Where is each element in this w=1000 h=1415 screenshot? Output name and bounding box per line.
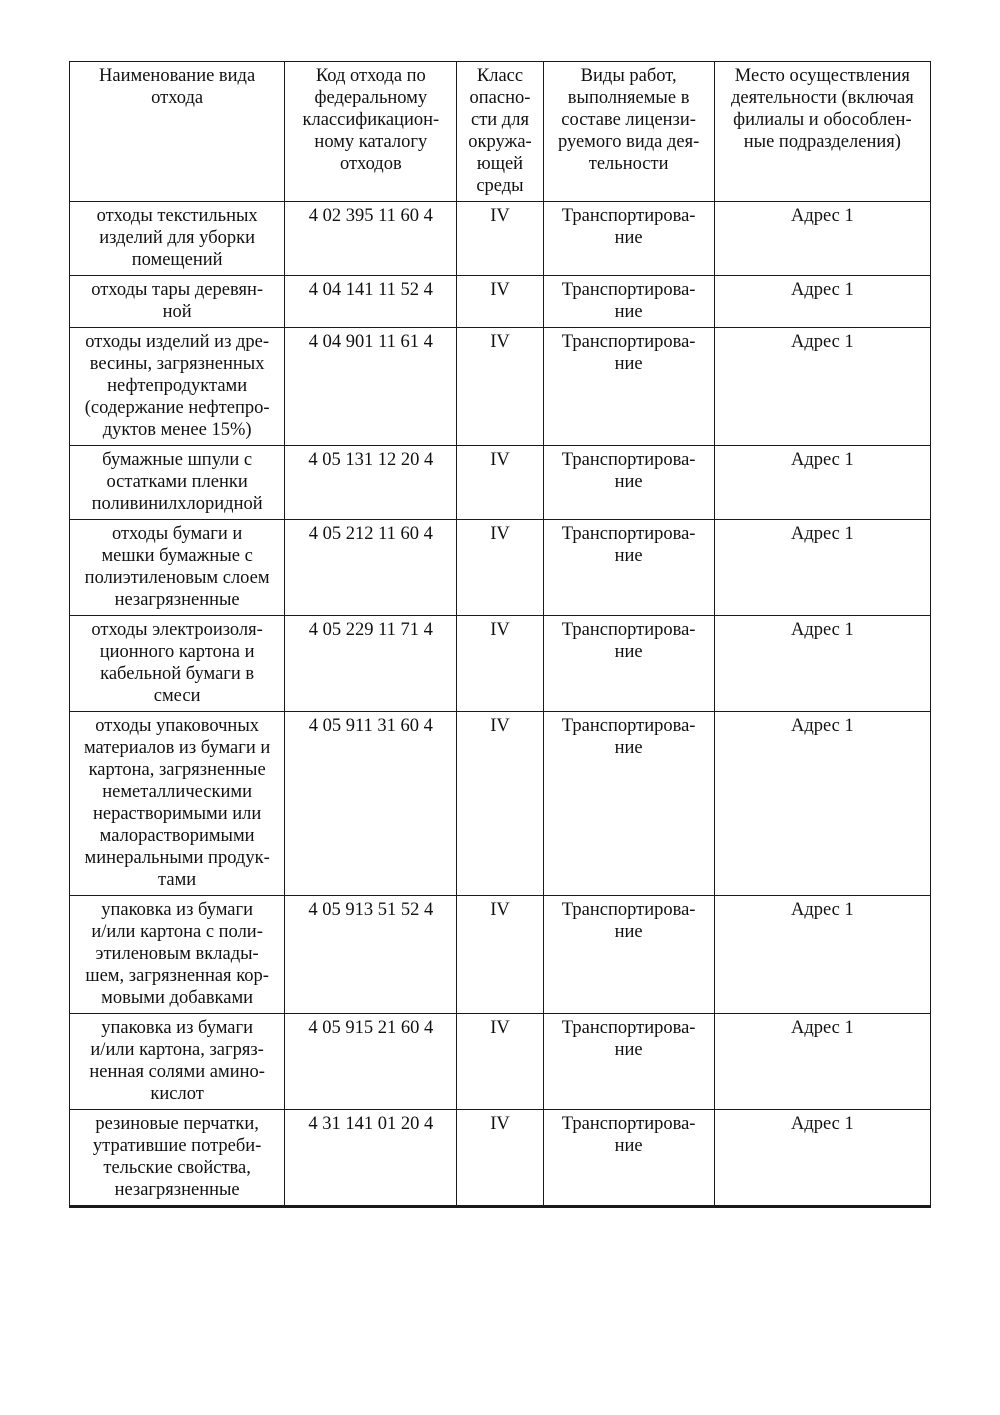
cell-text-line: этиленовым вклады- [95,944,259,964]
cell-text-line: неметаллическими [102,782,252,802]
cell-text-line: Транспортирова- [561,206,696,226]
cell-text-line: весины, загрязненных [89,354,265,374]
cell-text-line: сти для [470,110,529,130]
cell-text-line: Класс [476,66,524,86]
header-hazard-class [457,62,543,202]
cell-text-line: помещений [131,250,223,270]
cell-waste-name [70,520,285,616]
cell-text-line: и/или картона, загряз- [90,1040,264,1060]
cell-text-line: ние [614,922,643,942]
cell-activity-place: Адрес 1 [714,712,930,896]
cell-text-line: дуктов менее 15%) [102,420,252,440]
table-row [70,276,931,328]
cell-work-type [543,712,714,896]
cell-text-line: классификацион- [302,110,440,130]
cell-text-line: ние [614,302,643,322]
cell-text-line: тами [158,870,197,890]
cell-waste-code: 4 04 901 11 61 4 [285,328,457,446]
table-row [70,520,931,616]
cell-text-line: ние [614,738,643,758]
cell-text-line: ционного картона и [99,642,255,662]
cell-text-line: окружа- [468,132,532,152]
header-waste-name [70,62,285,202]
cell-work-type [543,446,714,520]
cell-waste-code: 4 05 229 11 71 4 [285,616,457,712]
cell-text-line: кислот [150,1084,204,1104]
cell-text-line: ненная солями амино- [89,1062,265,1082]
cell-text-line: Транспортирова- [561,1114,696,1134]
cell-waste-code: 4 05 212 11 60 4 [285,520,457,616]
cell-work-type [543,202,714,276]
cell-hazard-class: IV [457,328,543,446]
cell-text-line: Наименование вида [99,66,256,86]
cell-hazard-class: IV [457,202,543,276]
cell-activity-place: Адрес 1 [714,276,930,328]
table-row [70,896,931,1014]
cell-text-line: среды [476,176,524,196]
cell-text-line: Транспортирова- [561,280,696,300]
cell-text-line: ние [614,354,643,374]
cell-text-line: кабельной бумаги в [100,664,255,684]
cell-text-line: ние [614,546,643,566]
cell-waste-name [70,712,285,896]
cell-text-line: отходы изделий из дре- [85,332,270,352]
cell-text-line: ние [614,642,643,662]
cell-hazard-class: IV [457,276,543,328]
cell-waste-name [70,328,285,446]
cell-waste-name [70,202,285,276]
cell-text-line: выполняемые в [567,88,690,108]
table-row [70,328,931,446]
waste-license-table [69,61,931,1208]
cell-text-line: федеральному [314,88,428,108]
cell-text-line: мешки бумажные с [101,546,253,566]
cell-text-line: ному каталогу [314,132,428,152]
cell-hazard-class: IV [457,616,543,712]
cell-text-line: утратившие потреби- [92,1136,262,1156]
cell-text-line: незагрязненные [114,1180,240,1200]
table-row [70,202,931,276]
cell-text-line: ные подразделения) [743,132,901,152]
cell-text-line: поливинилхлоридной [91,494,263,514]
header-waste-code [285,62,457,202]
cell-text-line: упаковка из бумаги [101,1018,254,1038]
cell-text-line: тельности [588,154,669,174]
cell-text-line: нефтепродуктами [107,376,248,396]
cell-text-line: бумажные шпули с [102,450,253,470]
cell-waste-code: 4 05 913 51 52 4 [285,896,457,1014]
table-header-row [70,62,931,202]
cell-text-line: нерастворимыми или [92,804,262,824]
cell-work-type [543,520,714,616]
cell-waste-name [70,276,285,328]
cell-waste-code: 4 05 915 21 60 4 [285,1014,457,1110]
cell-text-line: отходы тары деревян- [91,280,264,300]
cell-text-line: Транспортирова- [561,716,696,736]
cell-text-line: Транспортирова- [561,524,696,544]
table-row [70,1014,931,1110]
cell-work-type [543,276,714,328]
cell-hazard-class: IV [457,1014,543,1110]
table-row [70,712,931,896]
cell-activity-place: Адрес 1 [714,328,930,446]
cell-waste-code: 4 04 141 11 52 4 [285,276,457,328]
cell-text-line: картона, загрязненные [88,760,266,780]
cell-text-line: мовыми добавками [101,988,254,1008]
cell-text-line: малорастворимыми [99,826,255,846]
cell-text-line: Место осуществления [734,66,910,86]
cell-text-line: и/или картона с поли- [91,922,263,942]
table-row [70,1110,931,1207]
cell-work-type [543,1110,714,1207]
cell-waste-code: 4 02 395 11 60 4 [285,202,457,276]
table-body [70,202,931,1207]
cell-text-line: ние [614,472,643,492]
cell-activity-place: Адрес 1 [714,896,930,1014]
cell-text-line: шем, загрязненная кор- [85,966,269,986]
cell-text-line: отходы текстильных [96,206,258,226]
cell-hazard-class: IV [457,446,543,520]
cell-waste-name [70,1110,285,1207]
cell-hazard-class: IV [457,896,543,1014]
cell-text-line: ние [614,1040,643,1060]
cell-text-line: резиновые перчатки, [95,1114,259,1134]
table-row [70,446,931,520]
cell-text-line: Транспортирова- [561,900,696,920]
cell-waste-name [70,616,285,712]
cell-hazard-class: IV [457,712,543,896]
cell-waste-name [70,1014,285,1110]
cell-text-line: ющей [476,154,524,174]
cell-work-type [543,328,714,446]
cell-waste-code: 4 05 911 31 60 4 [285,712,457,896]
header-activity-place [714,62,930,202]
cell-activity-place: Адрес 1 [714,520,930,616]
cell-text-line: отходы электроизоля- [91,620,263,640]
cell-activity-place: Адрес 1 [714,446,930,520]
cell-activity-place: Адрес 1 [714,1110,930,1207]
cell-waste-name [70,896,285,1014]
cell-text-line: деятельности (включая [730,88,914,108]
cell-text-line: филиалы и обособлен- [733,110,912,130]
cell-text-line: материалов из бумаги и [83,738,271,758]
cell-text-line: опасно- [469,88,531,108]
cell-text-line: составе лицензи- [561,110,696,130]
cell-text-line: руемого вида дея- [557,132,700,152]
cell-text-line: отходов [339,154,402,174]
cell-text-line: ной [162,302,192,322]
cell-text-line: Транспортирова- [561,1018,696,1038]
cell-activity-place: Адрес 1 [714,616,930,712]
cell-hazard-class: IV [457,1110,543,1207]
table-row [70,616,931,712]
cell-work-type [543,1014,714,1110]
cell-text-line: остатками пленки [106,472,248,492]
cell-waste-code: 4 31 141 01 20 4 [285,1110,457,1207]
cell-text-line: незагрязненные [114,590,240,610]
header-work-types [543,62,714,202]
cell-hazard-class: IV [457,520,543,616]
cell-text-line: изделий для уборки [99,228,255,248]
cell-text-line: отхода [151,88,204,108]
cell-waste-code: 4 05 131 12 20 4 [285,446,457,520]
cell-text-line: Транспортирова- [561,332,696,352]
cell-waste-name [70,446,285,520]
cell-work-type [543,896,714,1014]
cell-text-line: тельские свойства, [103,1158,251,1178]
cell-text-line: ние [614,228,643,248]
cell-text-line: Транспортирова- [561,450,696,470]
cell-text-line: Транспортирова- [561,620,696,640]
cell-text-line: полиэтиленовым слоем [84,568,270,588]
cell-text-line: смеси [153,686,201,706]
cell-text-line: отходы упаковочных [95,716,259,736]
cell-text-line: минеральными продук- [84,848,270,868]
cell-activity-place: Адрес 1 [714,1014,930,1110]
cell-text-line: Код отхода по [315,66,426,86]
cell-text-line: ние [614,1136,643,1156]
cell-activity-place: Адрес 1 [714,202,930,276]
cell-text-line: отходы бумаги и [111,524,243,544]
cell-text-line: (содержание нефтепро- [84,398,270,418]
cell-text-line: упаковка из бумаги [101,900,254,920]
cell-text-line: Виды работ, [580,66,677,86]
cell-work-type [543,616,714,712]
